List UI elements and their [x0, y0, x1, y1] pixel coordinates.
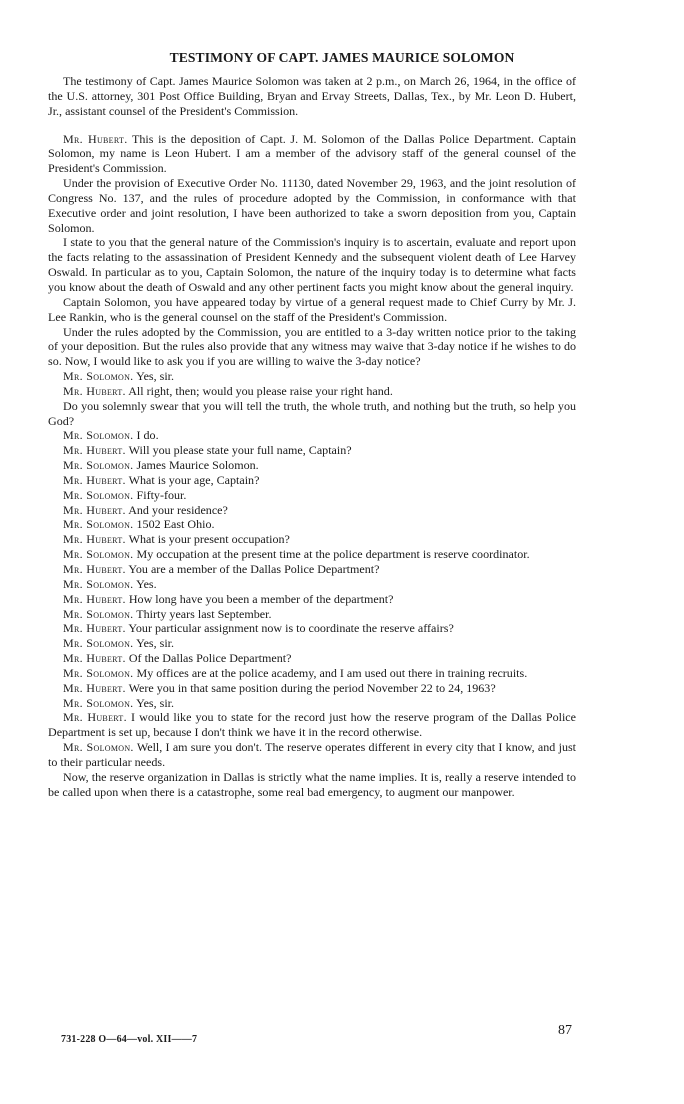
- paragraph: Mr. Hubert. You are a member of the Dallas Police Department?: [63, 562, 380, 576]
- speaker-label: Mr. Hubert.: [63, 131, 128, 146]
- speaker-label: Mr. Hubert.: [63, 383, 126, 398]
- paragraph: Mr. Hubert. Were you in that same position during the period November 22 to 24, 1963?: [63, 680, 496, 695]
- speaker-label: Mr. Hubert.: [63, 502, 126, 517]
- paragraph: Mr. Solomon. Well, I am sure you don't. The reserve operates different in every city that I know, and just to their particular needs.: [48, 740, 576, 769]
- paragraph: Under the provision of Executive Order No. 11130, dated November 29, 1963, and the joint resolution of Congress No. 137, and the rules of procedure adopted by the Commission, in conformance with that Executive order and joint resolution, I have been authorized to take a sworn deposition from you, Captain Solomon.: [48, 176, 576, 235]
- page-title: TESTIMONY OF CAPT. JAMES MAURICE SOLOMON: [169, 50, 515, 65]
- paragraph: Mr. Hubert. This is the deposition of Capt. J. M. Solomon of the Dallas Police Department. Captain Solomon, my name is Leon Hubert. I am a member of the advisory staff of the general counsel of the President's Commission.: [48, 131, 577, 176]
- speaker-label: Mr. Hubert.: [63, 680, 126, 695]
- paragraph: Mr. Hubert. I would like you to state for the record just how the reserve program of the Dallas Police Department is set up, because I don't think we have it in the record otherwise.: [48, 710, 577, 740]
- paragraph: Mr. Solomon. I do.: [63, 428, 159, 443]
- speaker-label: Mr. Solomon.: [63, 517, 134, 532]
- speaker-label: Mr. Solomon.: [63, 487, 134, 502]
- paragraph: Mr. Solomon. Thirty years last September.: [63, 606, 272, 621]
- speaker-label: Mr. Solomon.: [63, 428, 134, 443]
- paragraph: Mr. Solomon. James Maurice Solomon.: [63, 458, 259, 473]
- speaker-label: Mr. Solomon.: [63, 369, 134, 384]
- paragraph: Mr. Solomon. Yes, sir.: [63, 695, 175, 710]
- paragraph: The testimony of Capt. James Maurice Solomon was taken at 2 p.m., on March 26, 1964, in the office of the U.S. attorney, 301 Post Office Building, Bryan and Ervay Streets, Dallas, Tex., by Mr. Leon D. Hubert, Jr., assistant counsel of the President's Commission.: [48, 74, 576, 118]
- paragraph: Do you solemnly swear that you will tell the truth, the whole truth, and nothing but the truth, so help you God?: [48, 398, 576, 428]
- paragraph: Mr. Hubert. What is your present occupation?: [63, 532, 290, 547]
- speaker-label: Mr. Hubert.: [63, 472, 126, 487]
- paragraph: Mr. Hubert. What is your age, Captain?: [63, 472, 260, 487]
- speaker-label: Mr. Solomon.: [63, 740, 134, 755]
- speaker-label: Mr. Hubert.: [63, 532, 126, 547]
- paragraph: Mr. Solomon. 1502 East Ohio.: [63, 517, 215, 532]
- testimony-body: [48, 74, 576, 800]
- paragraph: I state to you that the general nature of the Commission's inquiry is to ascertain, evaluate and report upon the facts relating to the assassination of President Kennedy and the subsequent violent death of Lee Harvey Oswald. In particular as to you, Captain Solomon, the nature of the inquiry today is to determine what facts you know about the death of Oswald and any other pertinent facts you might know about the general inquiry.: [48, 235, 576, 294]
- paragraph: Mr. Solomon. Yes, sir.: [63, 636, 175, 651]
- paragraph: Mr. Solomon. My occupation at the present time at the police department is reserve coordinator.: [63, 547, 530, 562]
- speaker-label: Mr. Hubert.: [63, 443, 126, 458]
- speaker-label: Mr. Solomon.: [63, 665, 134, 680]
- paragraph: Mr. Solomon. Yes.: [63, 576, 157, 591]
- speaker-label: Mr. Hubert.: [63, 562, 126, 576]
- paragraph: Mr. Solomon. Yes, sir.: [63, 369, 175, 384]
- print-code: 731-228 O—64—vol. XII——7: [61, 1034, 198, 1045]
- speaker-label: Mr. Hubert.: [63, 651, 126, 666]
- paragraph: Mr. Hubert. All right, then; would you please raise your right hand.: [63, 383, 393, 398]
- speaker-label: Mr. Solomon.: [63, 636, 134, 651]
- paragraph: Mr. Hubert. Your particular assignment now is to coordinate the reserve affairs?: [63, 621, 454, 636]
- paragraph: Mr. Hubert. Will you please state your full name, Captain?: [63, 443, 352, 458]
- paragraph: Mr. Hubert. And your residence?: [63, 502, 228, 517]
- speaker-label: Mr. Hubert.: [63, 591, 126, 606]
- speaker-label: Mr. Hubert.: [63, 621, 126, 636]
- paragraph: Now, the reserve organization in Dallas is strictly what the name implies. It is, really a reserve intended to be called upon when there is a catastrophe, some real bad emergency, to augment our manpower.: [48, 769, 576, 799]
- paragraph: Captain Solomon, you have appeared today by virtue of a general request made to Chief Curry by Mr. J. Lee Rankin, who is the general counsel on the staff of the President's Commission.: [48, 294, 576, 324]
- speaker-label: Mr. Solomon.: [63, 695, 134, 710]
- paragraph: Mr. Solomon. My offices are at the police academy, and I am used out there in training recruits.: [63, 665, 528, 680]
- paragraph: Mr. Hubert. How long have you been a member of the department?: [63, 591, 394, 606]
- paragraph: Mr. Solomon. Fifty-four.: [63, 487, 187, 502]
- paragraph: Mr. Hubert. Of the Dallas Police Department?: [63, 651, 292, 666]
- speaker-label: Mr. Solomon.: [63, 576, 134, 591]
- paragraph: Under the rules adopted by the Commission, you are entitled to a 3-day written notice prior to the taking of your deposition. But the rules also provide that any witness may waive that 3-day notice if he wishes to do so. Now, I would like to ask you if you are willing to waive the 3-day notice?: [48, 324, 576, 369]
- page-number: 87: [558, 1023, 572, 1038]
- speaker-label: Mr. Hubert.: [63, 710, 127, 725]
- speaker-label: Mr. Solomon.: [63, 606, 134, 621]
- speaker-label: Mr. Solomon.: [63, 547, 134, 562]
- speaker-label: Mr. Solomon.: [63, 458, 134, 473]
